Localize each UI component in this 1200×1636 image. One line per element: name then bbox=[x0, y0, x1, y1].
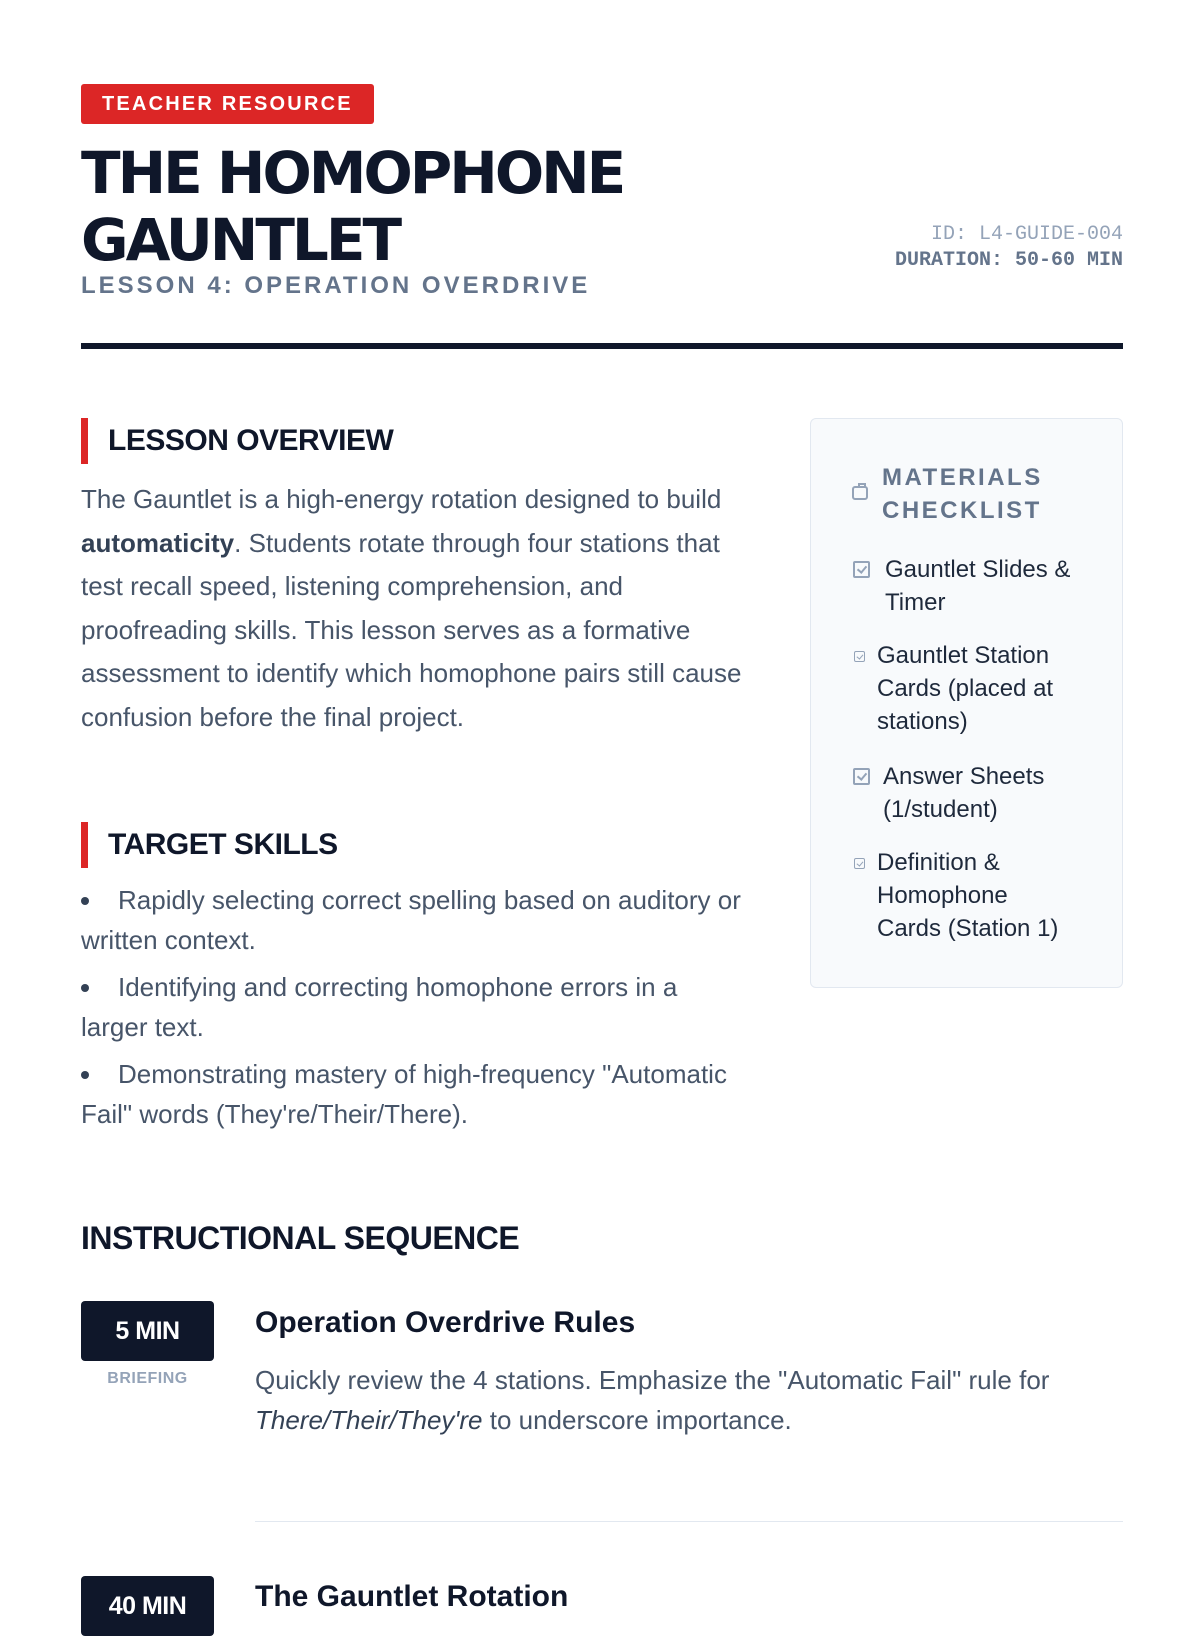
checkbox-icon[interactable] bbox=[853, 561, 870, 578]
list-item bbox=[81, 880, 751, 960]
overview-text bbox=[81, 478, 751, 739]
checkbox-icon[interactable] bbox=[853, 768, 870, 785]
step-time-badge: 40 MIN bbox=[81, 1576, 214, 1636]
material-item: Definition & Homophone Cards (Station 1) bbox=[877, 849, 1059, 942]
overview-bold-term: automaticity bbox=[81, 527, 235, 558]
briefcase-icon bbox=[852, 486, 868, 500]
lesson-id: ID: L4-GUIDE-004 bbox=[930, 223, 1123, 246]
step-desc-end: to underscore importance. bbox=[482, 1405, 792, 1435]
list-item bbox=[81, 1054, 751, 1134]
resource-badge: TEACHER RESOURCE bbox=[81, 84, 374, 124]
material-item: Gauntlet Slides & Timer bbox=[885, 556, 1071, 616]
bullet-icon bbox=[81, 984, 89, 992]
lesson-meta bbox=[883, 222, 1123, 274]
overview-text-start: The Gauntlet is a high-energy rotation designed to build bbox=[81, 484, 722, 514]
skills-list bbox=[81, 880, 751, 1141]
page-title: THE HOMOPHONE GAUNTLET bbox=[81, 139, 624, 274]
lesson-duration: DURATION: 50-60 MIN bbox=[894, 249, 1123, 272]
materials-checklist bbox=[810, 418, 1123, 988]
step-phase-label: BRIEFING bbox=[107, 1370, 188, 1387]
materials-title: MATERIALS CHECKLIST bbox=[882, 464, 1043, 524]
overview-text-end: . Students rotate through four stations that test recall speed, listening comprehension, and proofreading skills. This lesson serves as a formative assessment to identify which homophone pairs still cause confusion before the final project. bbox=[81, 527, 742, 732]
step-description bbox=[255, 1360, 1115, 1440]
sequence-heading: INSTRUCTIONAL SEQUENCE bbox=[81, 1220, 520, 1256]
step-title: The Gauntlet Rotation bbox=[255, 1580, 569, 1613]
skill-text: Rapidly selecting correct spelling based on auditory or written context. bbox=[81, 885, 741, 955]
skill-text: Demonstrating mastery of high-frequency "Automatic Fail" words (They're/Their/There). bbox=[81, 1059, 727, 1129]
skills-heading: TARGET SKILLS bbox=[81, 822, 338, 868]
lesson-subtitle: LESSON 4: OPERATION OVERDRIVE bbox=[81, 272, 591, 299]
step-title: Operation Overdrive Rules bbox=[255, 1306, 636, 1339]
checkbox-icon[interactable] bbox=[854, 651, 865, 662]
header-divider bbox=[81, 343, 1123, 349]
step-time-badge: 5 MIN bbox=[81, 1301, 214, 1361]
bullet-icon bbox=[81, 1071, 89, 1079]
skill-text: Identifying and correcting homophone errors in a larger text. bbox=[81, 972, 678, 1042]
material-item: Gauntlet Station Cards (placed at stations) bbox=[877, 642, 1054, 735]
material-item: Answer Sheets (1/student) bbox=[883, 763, 1045, 823]
overview-heading: LESSON OVERVIEW bbox=[81, 418, 393, 464]
list-item bbox=[81, 967, 751, 1047]
step-divider bbox=[255, 1521, 1123, 1522]
step-desc-start: Quickly review the 4 stations. Emphasize the "Automatic Fail" rule for bbox=[255, 1365, 1050, 1395]
checkbox-icon[interactable] bbox=[854, 858, 865, 869]
step-desc-italic: There/Their/They're bbox=[255, 1405, 483, 1435]
bullet-icon bbox=[81, 897, 89, 905]
